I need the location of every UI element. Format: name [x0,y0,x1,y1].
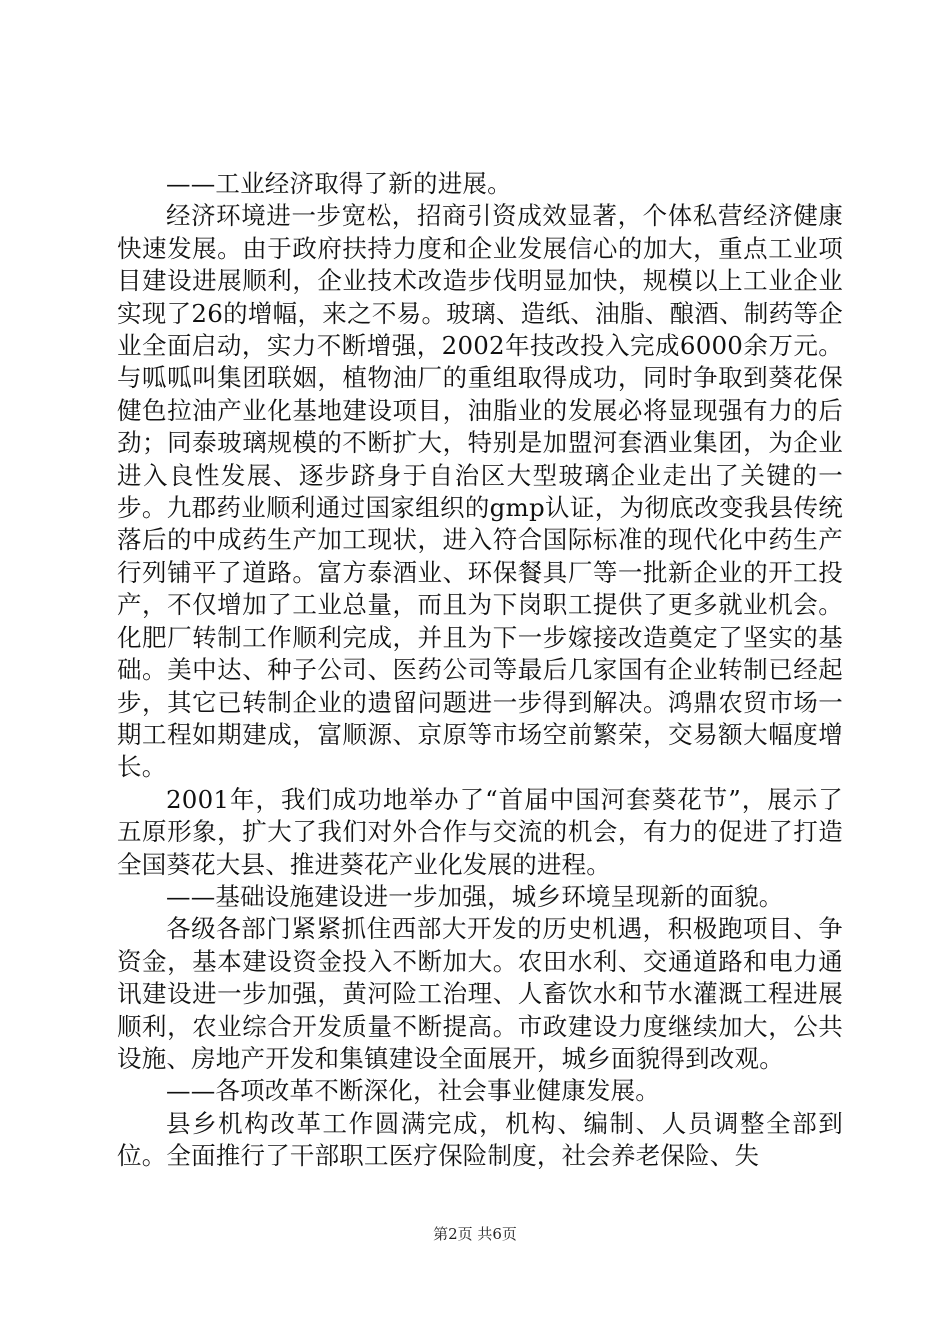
page-number-label: 第2页 共6页 [433,1225,517,1243]
section-heading-infrastructure: ——基础设施建设进一步加强，城乡环境呈现新的面貌。 [166,881,784,911]
page-footer [0,1224,950,1244]
paragraph-industry-details: 经济环境进一步宽松，招商引资成效显著，个体私营经济健康快速发展。由于政府扶持力度和企业发展信心的加大，重点工业项目建设进展顺利，企业技术改造步伐明显加快，规模以上工业企业实现了26的增幅，来之不易。玻璃、造纸、油脂、酿酒、制药等企业全面启动，实力不断增强，2002年技改投入完成6000余万元。与呱呱叫集团联姻，植物油厂的重组取得成功，同时争取到葵花保健色拉油产业化基地建设项目，油脂业的发展必将显现强有力的后劲；同泰玻璃规模的不断扩大，特别是加盟河套酒业集团，为企业进入良性发展、逐步跻身于自治区大型玻璃企业走出了关键的一步。九郡药业顺利通过国家组织的gmp认证，为彻底改变我县传统落后的中成药生产加工现状，进入符合国际标准的现代化中药生产行列铺平了道路。富方泰酒业、环保餐具厂等一批新企业的开工投产，不仅增加了工业总量，而且为下岗职工提供了更多就业机会。化肥厂转制工作顺利完成，并且为下一步嫁接改造奠定了坚实的基础。美中达、种子公司、医药公司等最后几家国有企业转制已经起步，其它已转制企业的遗留问题进一步得到解决。鸿鼎农贸市场一期工程如期建成，富顺源、京原等市场空前繁荣，交易额大幅度增长。 [117,201,843,782]
document-body [117,168,843,1173]
section-heading-reform: ——各项改革不断深化，社会事业健康发展。 [166,1076,660,1106]
paragraph-infrastructure-details: 各级各部门紧紧抓住西部大开发的历史机遇，积极跑项目、争资金，基本建设资金投入不断加大。农田水利、交通道路和电力通讯建设进一步加强，黄河险工治理、人畜饮水和节水灌溉工程进展顺利，农业综合开发质量不断提高。市政建设力度继续加大，公共设施、房地产开发和集镇建设全面展开，城乡面貌得到改观。 [117,914,843,1073]
paragraph-sunflower-festival: 2001年，我们成功地举办了“首届中国河套葵花节”，展示了五原形象，扩大了我们对外合作与交流的机会，有力的促进了打造全国葵花大县、推进葵花产业化发展的进程。 [117,784,843,879]
section-heading-industry: ——工业经济取得了新的进展。 [166,169,512,198]
paragraph-reform-details: 县乡机构改革工作圆满完成，机构、编制、人员调整全部到位。全面推行了干部职工医疗保险制度，社会养老保险、失 [117,1108,843,1171]
